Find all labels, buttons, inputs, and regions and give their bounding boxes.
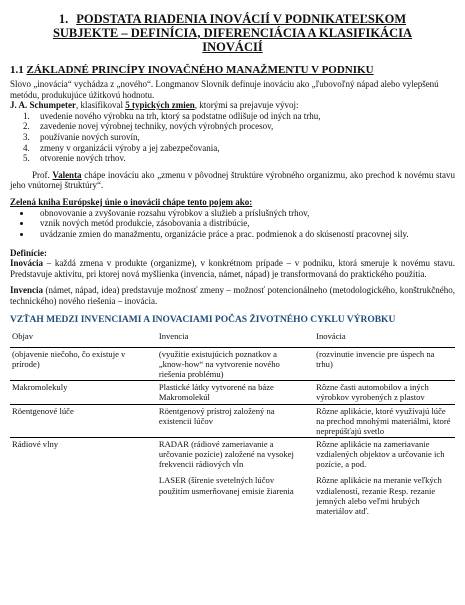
table-cell-text: RADAR (rádiové zameriavanie a určovanie pozície) založené na vysokej frekvencii rádiových vĺn	[158, 439, 294, 470]
section-title: ZÁKLADNÉ PRINCÍPY INOVAČNÉHO MANAŽMENTU V PODNIKU	[26, 64, 374, 76]
table-cell: Röentgenové lúče	[10, 404, 157, 437]
list-item: • obnovovanie a zvyšovanie rozsahu výrobkov a služieb a príslušných trhov,	[32, 208, 455, 219]
schumpeter-list	[10, 111, 455, 164]
green-book-heading: Zelená kniha Európskej únie o inovácii chápe tento pojem ako:	[10, 197, 253, 208]
schumpeter-name: J. A. Schumpeter	[10, 100, 76, 111]
list-item: 4. zmeny v organizácii výroby a jej zabezpečovania,	[32, 143, 455, 154]
valenta-paragraph	[10, 170, 455, 191]
table-cell: (rozvinutie invencie pre úspech na trhu)	[308, 347, 455, 380]
section-number: 1.1	[10, 64, 24, 76]
table-cell: (využitie existujúcich poznatkov a „know-how“ na vytvorenie nového riešenia problému)	[157, 347, 308, 380]
table-cell-text: Rôzne aplikácie na zameriavanie vzdialených objektov a určovanie ich pozície, a pod.	[316, 439, 445, 470]
table-heading: VZŤAH MEDZI INVENCIAMI A INOVACIAMI POČAS ŽIVOTNÉHO CYKLU VÝROBKU	[10, 314, 396, 325]
table-header-cell: Objav	[12, 330, 34, 341]
table-row	[10, 438, 455, 517]
chapter-title-line3: INOVÁCIÍ	[202, 40, 263, 54]
table-cell	[157, 438, 308, 517]
table-cell	[308, 438, 455, 517]
definitions-heading: Definície:	[10, 247, 47, 258]
inovacia-text: – každá zmena v produkte (organizme), v konkrétnom prípade – v podniku, ktorá smeruje k novému stavu. Predstavuje aktivitu, pri ktorej nová myšlienka (invencia, námet, nápad) je transformovaná do praktického použitia.	[10, 258, 455, 279]
table-row	[10, 404, 455, 437]
invencia-text: (námet, nápad, idea) predstavuje možnosť zmeny – možnosť potencionálneho (metodologického, konštrukčného, technického) nového riešenia – inovácia.	[10, 285, 455, 306]
table-cell: Makromolekuly	[10, 381, 157, 404]
table-cell-text: LASER (šírenie svetelných lúčov použitím usmerňovanej emisie žiarenia	[158, 475, 294, 496]
list-item: 3. používanie nových surovín,	[32, 132, 455, 143]
green-book-list	[10, 208, 455, 240]
schumpeter-bold: 5 typických zmien	[125, 100, 195, 111]
chapter-title-line2: SUBJEKTE – DEFINÍCIA, DIFERENCIÁCIA A KLASIFIKÁCIA	[52, 26, 413, 40]
valenta-prefix: Prof.	[32, 169, 53, 180]
invencia-term: Invencia	[10, 285, 44, 296]
chapter-title	[20, 12, 445, 54]
valenta-text: chápe inováciu ako „zmenu v pôvodnej štruktúre výrobného organizmu, ako prechod k novému stavu jeho vnútornej štruktúry“.	[10, 169, 455, 191]
invencia-definition	[10, 285, 455, 306]
invention-innovation-table	[10, 330, 455, 517]
table-subheader-row	[10, 347, 455, 380]
list-item: • uvádzanie zmien do manažmentu, organizácie práce a prac. podmienok a do skúseností pracovnej sily.	[32, 229, 455, 240]
schumpeter-end: , ktorými sa prejavuje vývoj:	[194, 100, 299, 111]
table-cell: Rôzne aplikácie, ktoré využívajú lúče na prechod mnohými materiálmi, ktoré neprepúšťajú svetlo	[308, 404, 455, 437]
inovacia-term: Inovácia	[10, 258, 44, 269]
list-item: • vznik nových metód produkcie, zásobovania a distribúcie,	[32, 218, 455, 229]
table-cell: (objavenie niečoho, čo existuje v prírode)	[10, 347, 157, 380]
table-header-row	[10, 330, 455, 348]
schumpeter-mid: , klasifikoval	[76, 100, 126, 111]
schumpeter-line	[10, 100, 455, 111]
list-item: 5. otvorenie nových trhov.	[32, 153, 455, 164]
section-heading	[10, 64, 455, 77]
intro-paragraph: Slovo „inovácia“ vychádza z „nového“. Longmanov Slovník definuje inováciu ako „ľubovoľný nápad alebo vylepšenú metódu, produkujúce úžitkovú hodnotu.	[10, 78, 439, 100]
table-cell: Rôzne časti automobilov a iných výrobkov vyrobených z plastov	[308, 381, 455, 404]
table-row	[10, 381, 455, 404]
table-cell-text: Rôzne aplikácie na meranie veľkých vzdialeností, rezanie Resp. rezanie jemných alebo veľmi hrubých materiálov atď.	[316, 475, 442, 516]
list-item: 2. zavedenie novej výrobnej techniky, nových výrobných procesov,	[32, 121, 455, 132]
table-header-cell: Invencia	[158, 330, 189, 341]
table-header-cell: Inovácia	[316, 330, 346, 341]
chapter-number: 1.	[58, 12, 69, 26]
chapter-title-line1: PODSTATA RIADENIA INOVÁCIÍ V PODNIKATEĽSKOM	[76, 12, 407, 26]
valenta-name: Valenta	[52, 169, 82, 180]
inovacia-definition	[10, 258, 455, 279]
table-cell: Plastické látky vytvorené na báze Makromolekúl	[157, 381, 308, 404]
table-cell: Rádiové vlny	[10, 438, 157, 517]
table-cell: Röentgenový prístroj založený na existencii lúčov	[157, 404, 308, 437]
list-item: 1. uvedenie nového výrobku na trh, ktorý sa podstatne odlišuje od iných na trhu,	[32, 111, 455, 122]
